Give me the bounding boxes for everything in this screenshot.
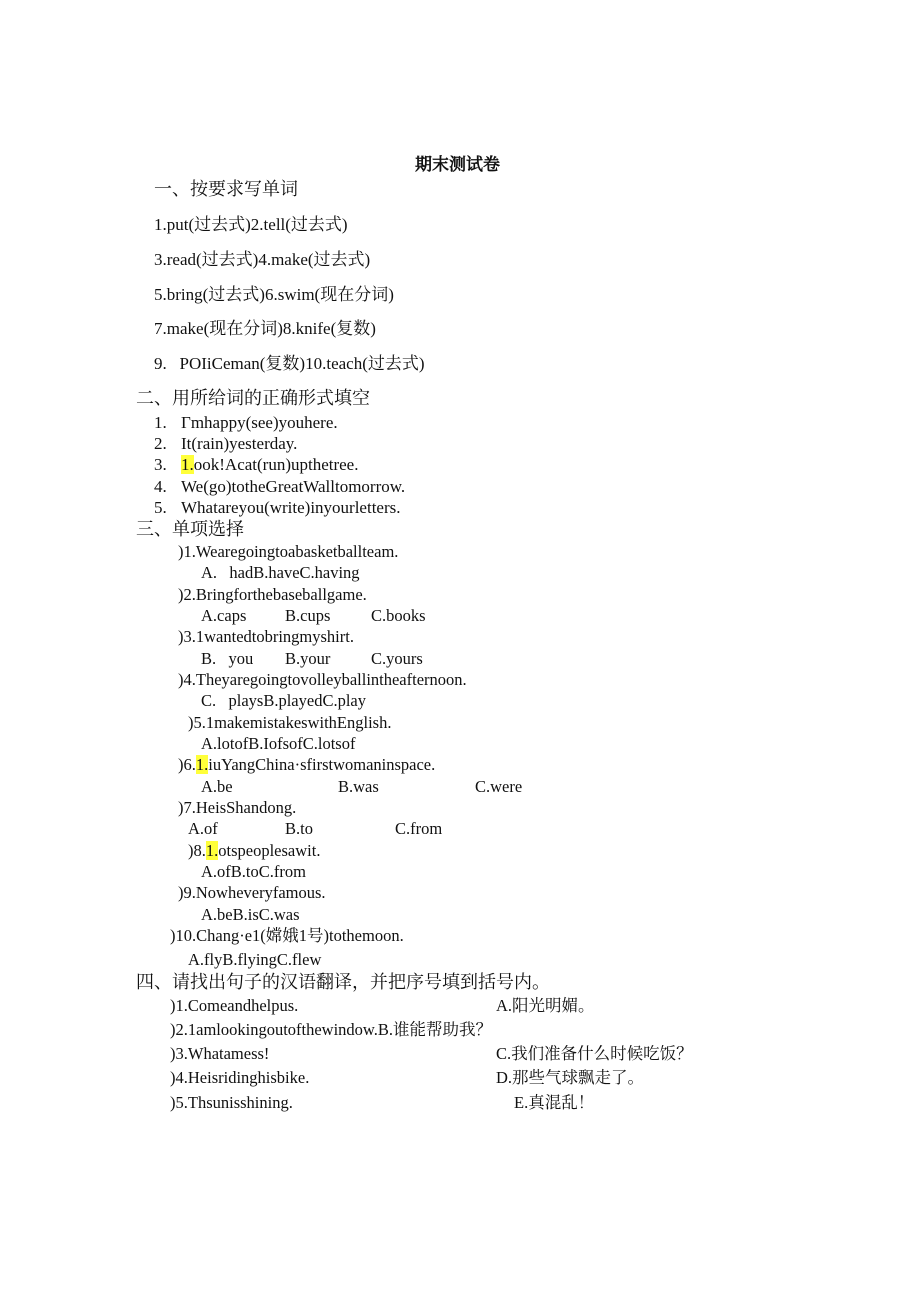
fill-item-number: 5. — [154, 498, 167, 517]
question-1: )1.Wearegoingtoabasketballteam. — [178, 542, 399, 561]
section-1-heading: 一、按要求写单词 — [154, 179, 298, 199]
question-6-text: iuYangChina·sfirstwomaninspace. — [208, 755, 436, 774]
question-6-option-a: A.be — [201, 777, 233, 796]
question-2-option-c: C.books — [371, 606, 426, 625]
section-1-line: 1.put(过去式)2.tell(过去式) — [154, 215, 348, 234]
match-left: )4.Heisridinghisbike. — [170, 1068, 310, 1087]
fill-item-text: It(rain)yesterday. — [181, 434, 298, 453]
question-7-option-b: B.to — [285, 819, 313, 838]
match-right: E.真混乱！ — [514, 1093, 595, 1112]
page-title: 期末测试卷 — [415, 155, 500, 174]
fill-item — [154, 477, 406, 496]
question-8 — [188, 843, 320, 860]
question-7: )7.HeisShandong. — [178, 798, 297, 817]
fill-item — [154, 434, 298, 453]
fill-item — [154, 498, 401, 517]
question-6-option-b: B.was — [338, 777, 379, 796]
fill-item-number: 3. — [154, 455, 167, 474]
fill-item-number: 4. — [154, 477, 167, 496]
question-7-option-a: A.of — [188, 819, 218, 838]
question-9-options: A.beB.isC.was — [201, 905, 300, 924]
section-1-line: 7.make(现在分词)8.knife(复数) — [154, 319, 376, 338]
question-3-option-a: B. you — [201, 649, 254, 668]
fill-item-text-rest: ook!Acat(run)upthetree. — [193, 455, 359, 474]
highlighted-text: 1. — [181, 455, 194, 474]
question-4: )4.Theyaregoingtovolleyballintheafternoon. — [178, 670, 467, 689]
question-2-option-a: A.caps — [201, 606, 247, 625]
match-left: )1.Comeandhelpus. — [170, 996, 299, 1015]
fill-item-number: 1. — [154, 413, 167, 432]
question-6-option-c: C.were — [475, 777, 523, 796]
match-right: A.阳光明媚。 — [496, 996, 595, 1015]
question-2-option-b: B.cups — [285, 606, 331, 625]
fill-item-text: Γmhappy(see)youhere. — [181, 413, 338, 432]
question-6 — [178, 757, 435, 774]
highlighted-text: 1. — [205, 841, 219, 860]
question-10: )10.Chang·e1(嫦娥1号)tothemoon. — [170, 926, 404, 945]
question-8-text: otspeoplesawit. — [218, 841, 321, 860]
highlighted-text: 1. — [195, 755, 209, 774]
question-8-prefix: )8. — [188, 841, 206, 860]
question-5: )5.1makemistakeswithEnglish. — [188, 713, 392, 732]
fill-item-text: We(go)totheGreatWalltomorrow. — [181, 477, 406, 496]
section-1-line-text: 9. POIiCeman(复数)10.teach(过去式) — [154, 354, 425, 373]
question-3-option-c: C.yours — [371, 649, 423, 668]
question-3: )3.1wantedtobringmyshirt. — [178, 627, 354, 646]
section-4-heading: 四、请找出句子的汉语翻译，并把序号填到括号内。 — [136, 972, 550, 992]
question-6-prefix: )6. — [178, 755, 196, 774]
fill-item-number: 2. — [154, 434, 167, 453]
question-9: )9.Nowheveryfamous. — [178, 883, 326, 902]
question-1-options: A. hadB.haveC.having — [201, 563, 360, 582]
section-2-heading: 二、用所给词的正确形式填空 — [136, 388, 370, 408]
question-5-options: A.lotofB.IofsofC.lotsof — [201, 734, 356, 753]
fill-item — [154, 413, 338, 432]
match-right: D.那些气球飘走了。 — [496, 1068, 645, 1087]
match-left: )2.1amlookingoutofthewindow.B.谁能帮助我？ — [170, 1020, 493, 1039]
section-1-line — [154, 355, 425, 372]
question-8-options: A.ofB.toC.from — [201, 862, 306, 881]
section-3-heading: 三、单项选择 — [136, 519, 244, 539]
question-7-option-c: C.from — [395, 819, 443, 838]
fill-item-text — [181, 456, 358, 473]
section-1-line: 3.read(过去式)4.make(过去式) — [154, 250, 371, 269]
match-left: )5.Thsunisshining. — [170, 1093, 293, 1112]
question-2: )2.Bringforthebaseballgame. — [178, 585, 367, 604]
fill-item — [154, 455, 359, 474]
match-right: C.我们准备什么时候吃饭？ — [496, 1044, 693, 1063]
question-3-option-b: B.your — [285, 649, 331, 668]
match-left: )3.Whatamess! — [170, 1044, 270, 1063]
section-1-line: 5.bring(过去式)6.swim(现在分词) — [154, 285, 394, 304]
question-4-options: C. playsB.playedC.play — [201, 691, 366, 710]
question-10-options: A.flyB.flyingC.flew — [188, 950, 322, 969]
fill-item-text: Whatareyou(write)inyourletters. — [181, 498, 401, 517]
